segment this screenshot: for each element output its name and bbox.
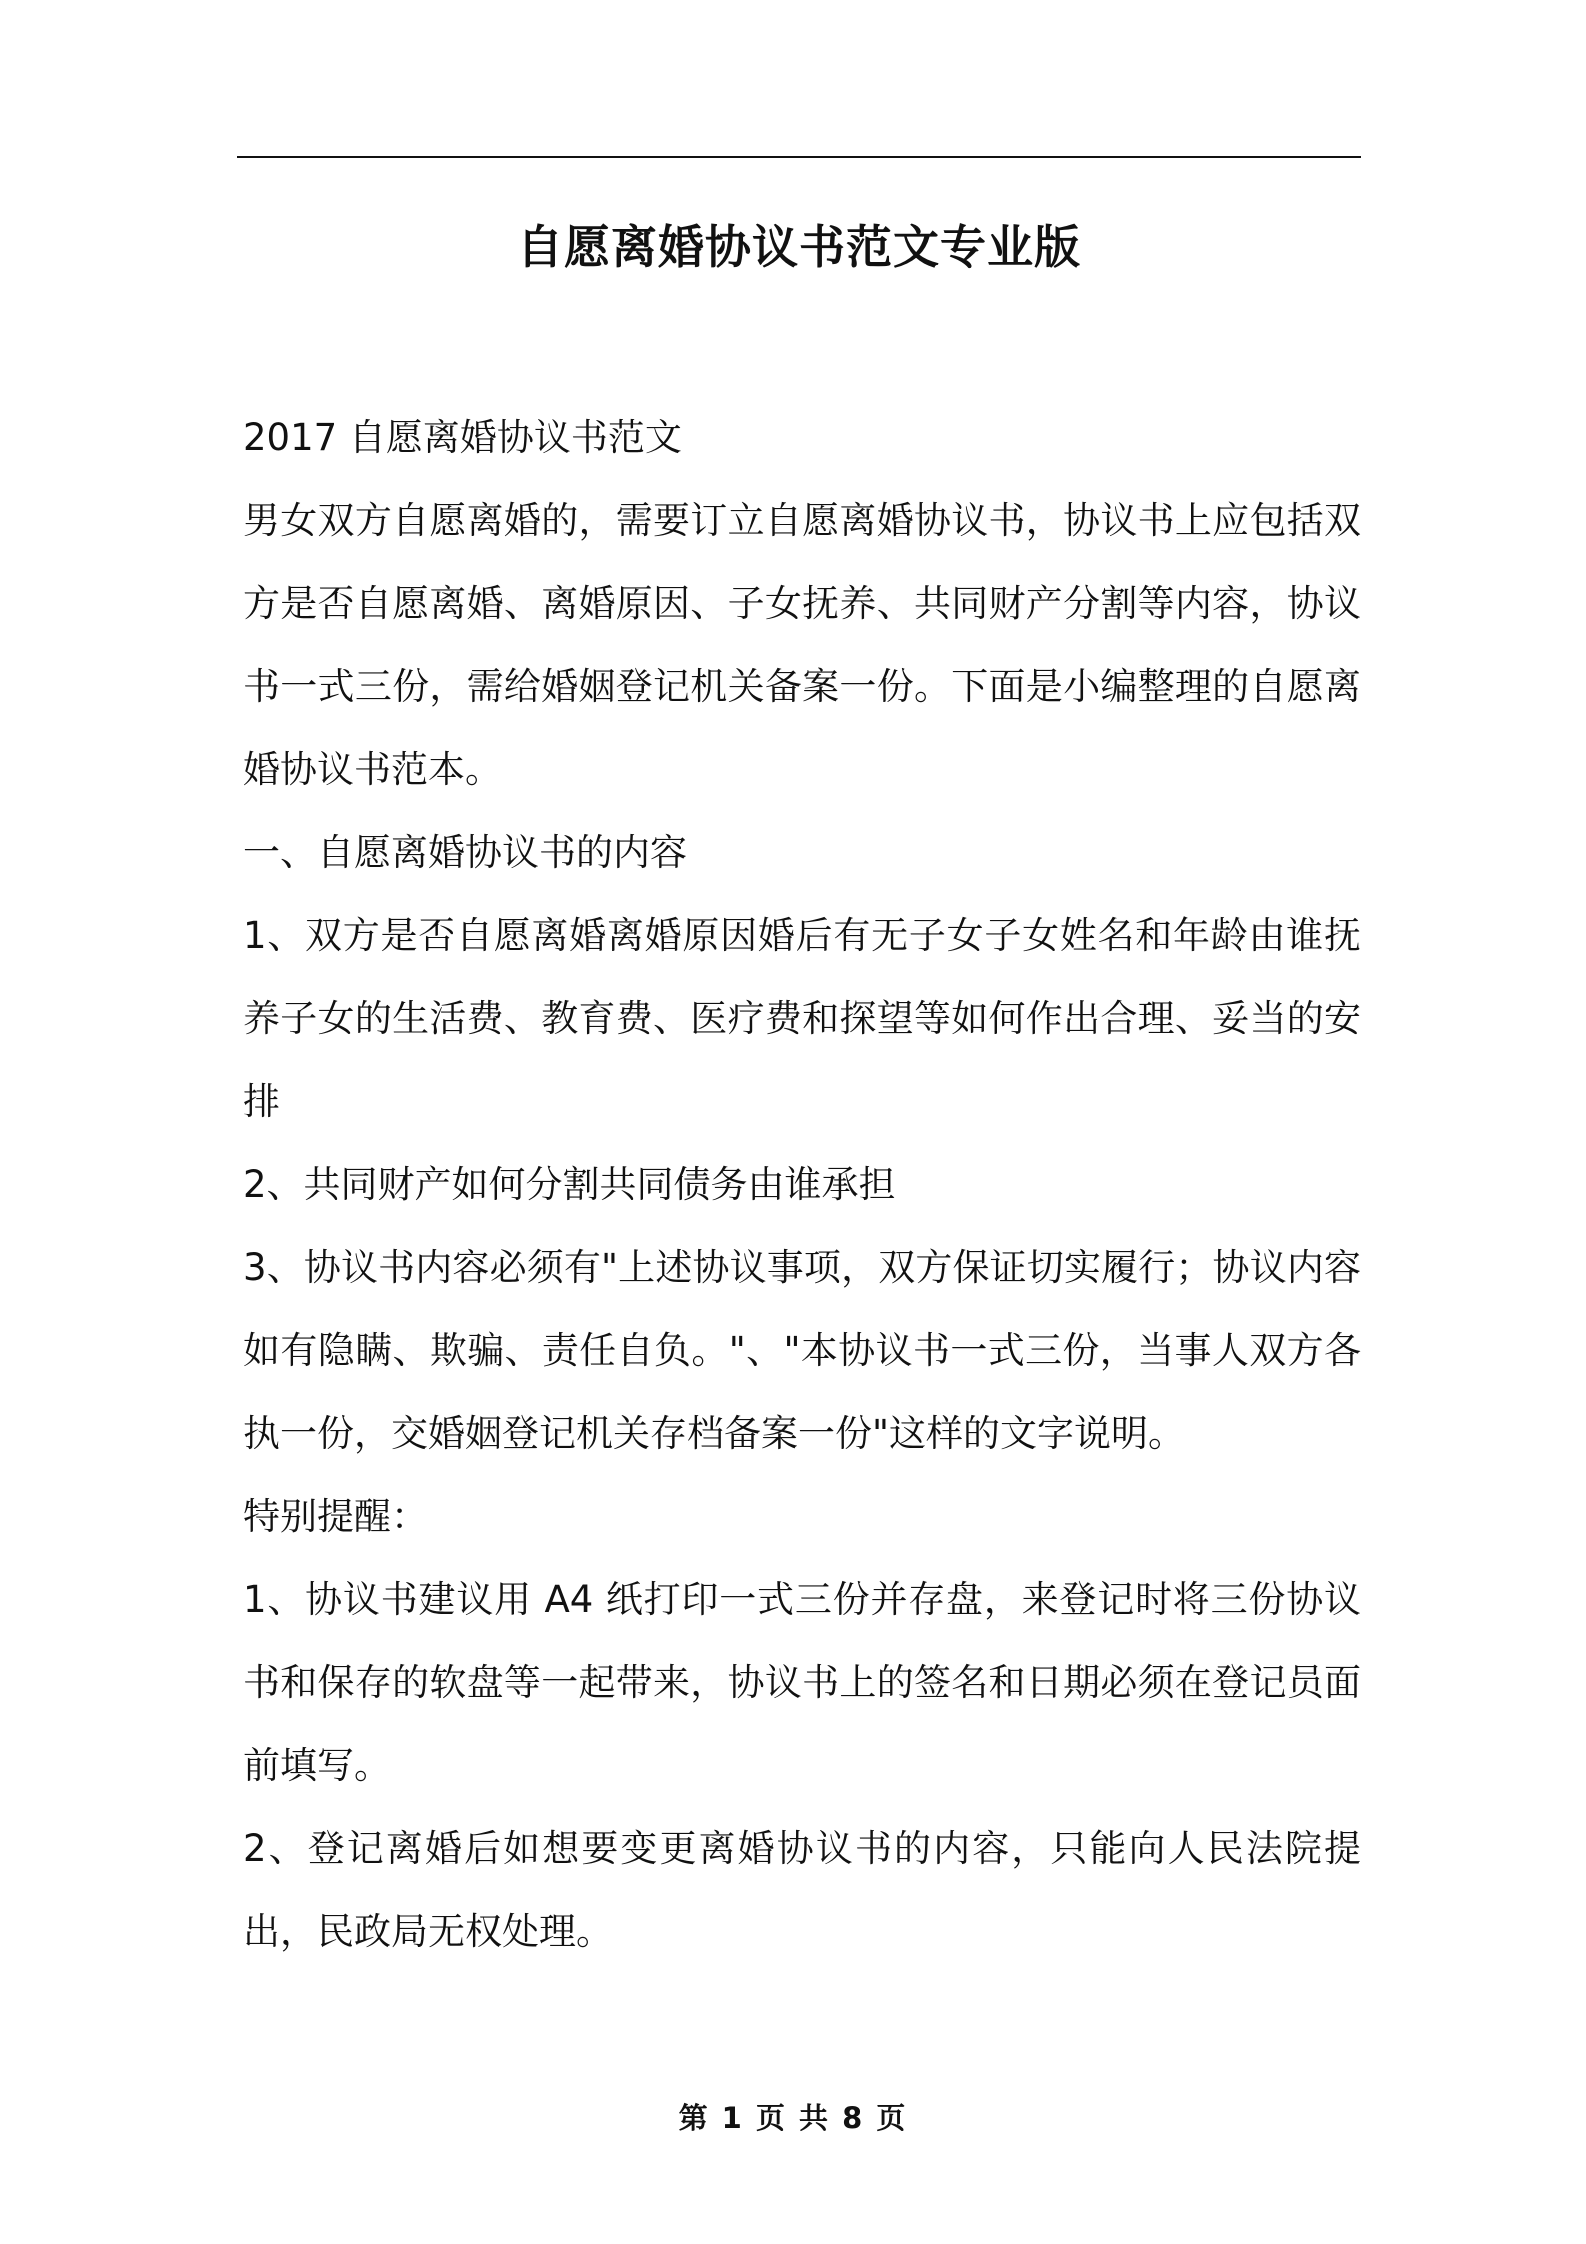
subtitle-paragraph: 2017 自愿离婚协议书范文 [243, 416, 682, 459]
page-number-footer: 第 1 页 共 8 页 [678, 2101, 908, 2135]
list-item-1: 1、双方是否自愿离婚离婚原因婚后有无子女子女姓名和年龄由谁抚养子女的生活费、教育费、医疗费和探望等如何作出合理、妥当的安排 [243, 914, 1361, 1123]
document-body [243, 396, 1361, 1973]
list-item-2: 2、共同财产如何分割共同债务由谁承担 [243, 1163, 896, 1206]
list-item-3: 3、协议书内容必须有"上述协议事项，双方保证切实履行；协议内容如有隐瞒、欺骗、责任自负。"、"本协议书一式三份，当事人双方各执一份，交婚姻登记机关存档备案一份"这样的文字说明。 [243, 1246, 1361, 1455]
intro-paragraph: 男女双方自愿离婚的，需要订立自愿离婚协议书，协议书上应包括双方是否自愿离婚、离婚原因、子女抚养、共同财产分割等内容，协议书一式三份，需给婚姻登记机关备案一份。下面是小编整理的自愿离婚协议书范本。 [243, 499, 1361, 791]
section-heading: 一、自愿离婚协议书的内容 [243, 831, 687, 874]
header-rule [237, 156, 1361, 158]
reminder-heading: 特别提醒： [243, 1495, 428, 1538]
document-title: 自愿离婚协议书范文专业版 [517, 220, 1081, 274]
reminder-item-1: 1、协议书建议用 A4 纸打印一式三份并存盘，来登记时将三份协议书和保存的软盘等一起带来，协议书上的签名和日期必须在登记员面前填写。 [243, 1578, 1361, 1787]
reminder-item-2: 2、登记离婚后如想要变更离婚协议书的内容，只能向人民法院提出，民政局无权处理。 [243, 1827, 1361, 1953]
